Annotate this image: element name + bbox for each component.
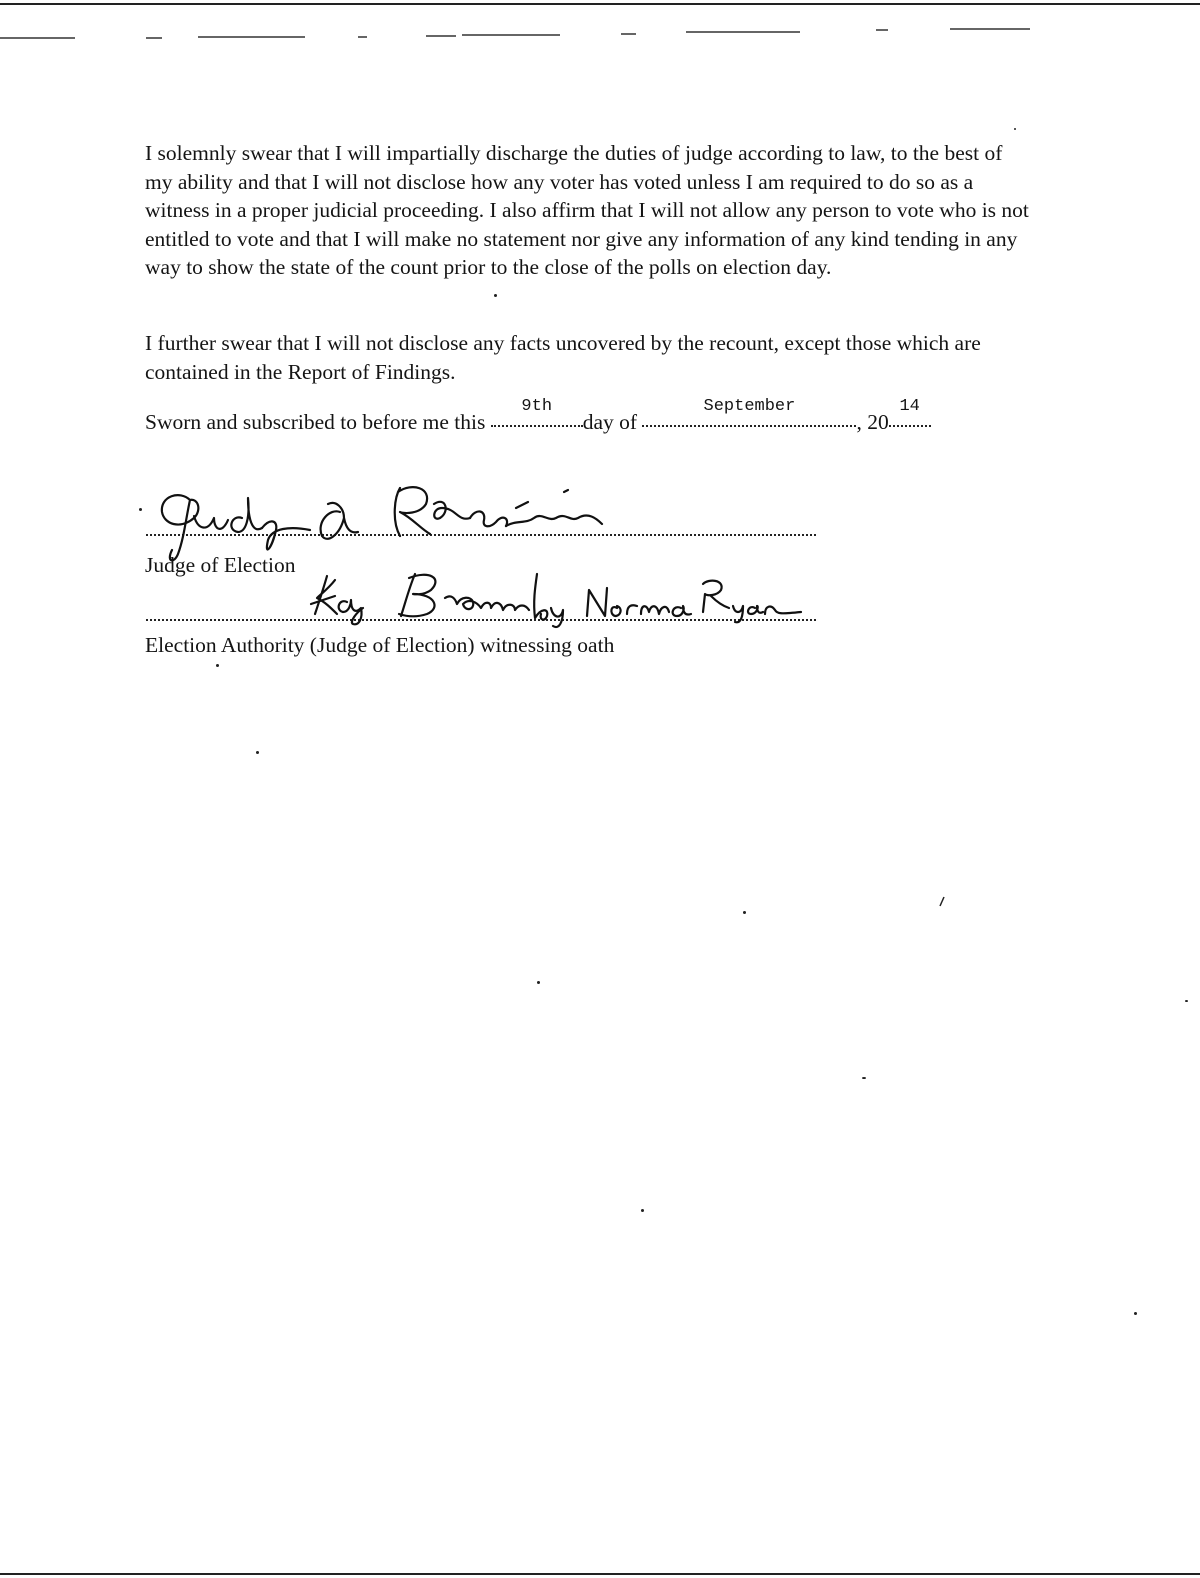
authority-signature — [305, 568, 805, 630]
scan-mark — [938, 896, 946, 908]
month-value: September — [703, 397, 796, 416]
scan-speck — [862, 1077, 866, 1079]
scan-speck — [139, 508, 142, 511]
year-value: 14 — [899, 397, 920, 416]
scan-speck — [537, 981, 540, 984]
day-field — [491, 397, 583, 427]
century-label: , 20 — [856, 410, 889, 434]
top-scan-artifact — [0, 0, 1200, 45]
day-value: 9th — [521, 397, 553, 416]
day-of-label: day of — [582, 410, 638, 434]
oath-paragraph-1: I solemnly swear that I will impartially discharge the duties of judge according to law, to the best of my ability and that I will not disclose how any voter has voted unless I am required to do so as a witness in a proper judicial proceeding. I also affirm that I will not allow any person to vote who is not entitled to vote and that I will make no statement nor give any information of any kind tending in any way to show the state of the count prior to the close of the polls on election day. — [145, 141, 1029, 279]
year-field — [889, 397, 931, 427]
scan-speck — [256, 751, 259, 754]
scan-speck — [216, 664, 219, 667]
scan-speck — [1134, 1312, 1137, 1315]
election-authority-label: Election Authority (Judge of Election) witnessing oath — [145, 633, 615, 657]
bottom-scan-artifact — [0, 1560, 1200, 1578]
sworn-prefix: Sworn and subscribed to before me this — [145, 410, 486, 434]
sworn-line — [145, 397, 931, 436]
oath-paragraph-2: I further swear that I will not disclose any facts uncovered by the recount, except those which are contained in the Report of Findings. — [145, 331, 981, 384]
month-field — [642, 397, 856, 427]
scan-speck — [1014, 128, 1016, 130]
scan-speck — [494, 294, 497, 297]
judge-of-election-label: Judge of Election — [145, 553, 296, 577]
scan-speck — [743, 911, 746, 914]
scan-speck — [1185, 1000, 1188, 1002]
scan-speck — [641, 1209, 644, 1212]
